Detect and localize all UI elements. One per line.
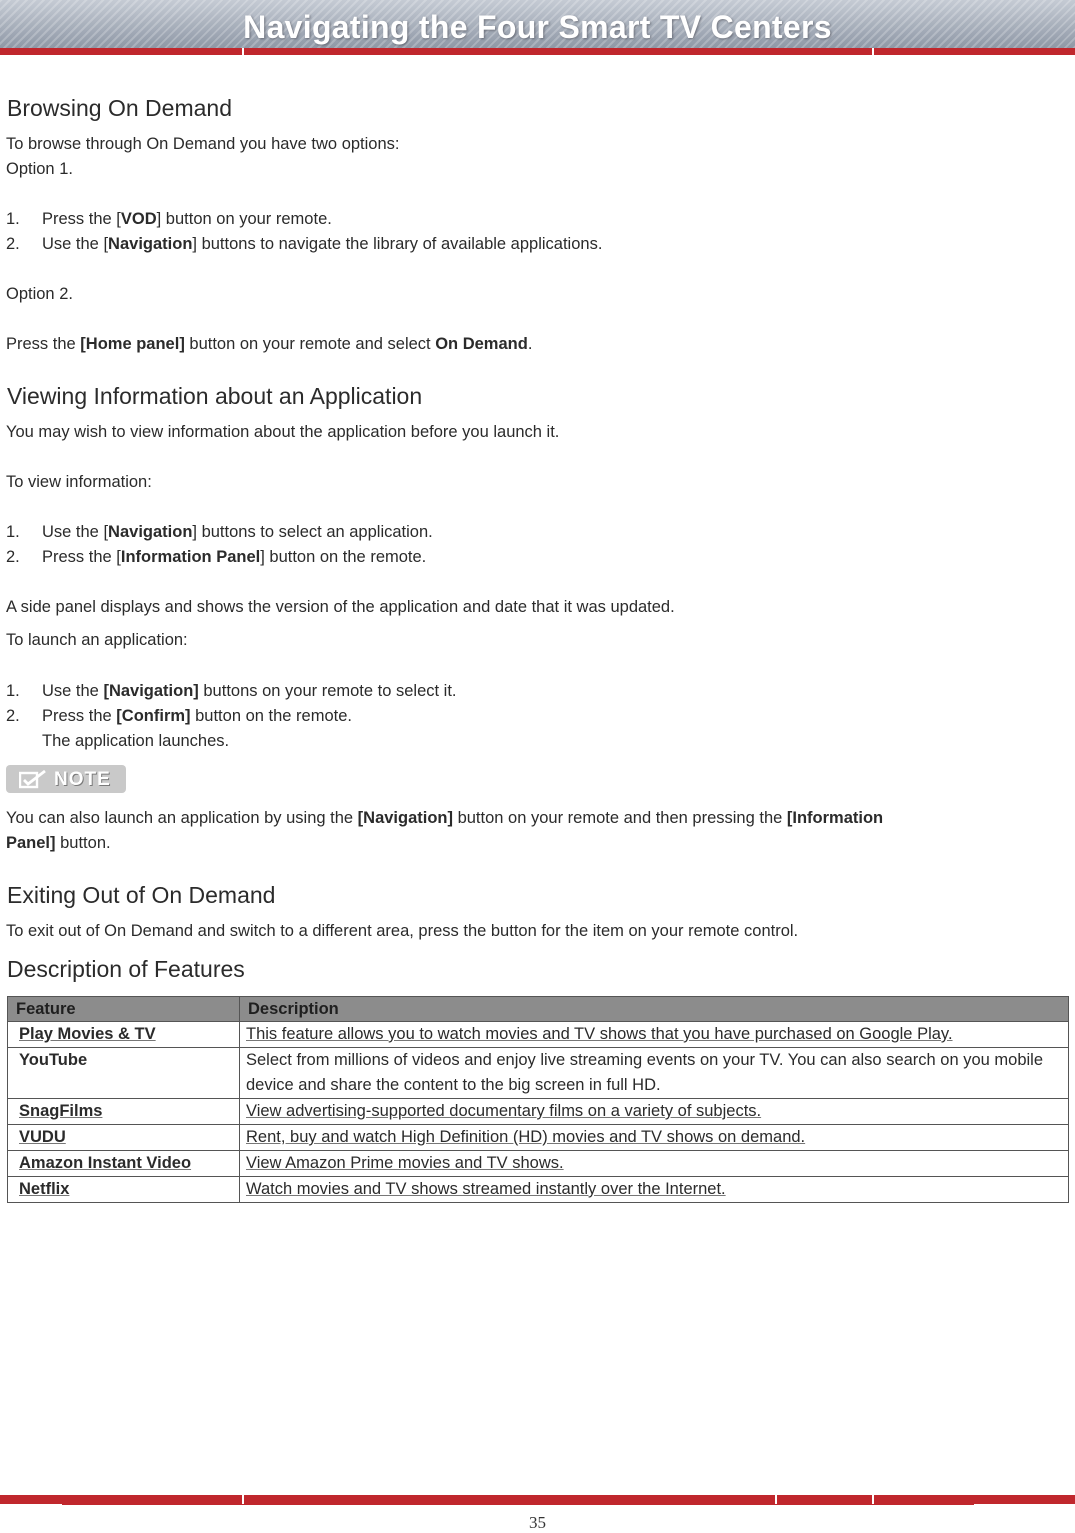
section-heading-features: Description of Features	[7, 956, 245, 982]
feature-name: Play Movies & TV	[8, 1022, 240, 1048]
step-text: Press the	[42, 707, 117, 725]
step-key: Navigation	[108, 523, 193, 541]
step-key: [Confirm]	[116, 707, 191, 725]
step-number: 2.	[6, 707, 20, 725]
header-divider-tick	[872, 48, 874, 57]
note-key: Panel]	[6, 834, 56, 852]
note-badge	[6, 765, 126, 793]
feature-name: SnagFilms	[8, 1099, 240, 1125]
header-divider-tick	[242, 48, 244, 57]
note-check-icon	[19, 770, 47, 789]
step-text: ] button on the remote.	[260, 548, 427, 566]
step-text: Use the	[42, 682, 104, 700]
feature-name: Amazon Instant Video	[8, 1151, 240, 1177]
feature-description: Rent, buy and watch High Definition (HD) movies and TV shows on demand.	[240, 1125, 1069, 1151]
page-title: Navigating the Four Smart TV Centers	[243, 9, 832, 45]
feature-description: Watch movies and TV shows streamed instantly over the Internet.	[240, 1177, 1069, 1203]
footer-divider-tick	[775, 1495, 777, 1504]
instruction-text: .	[527, 335, 533, 353]
column-header-feature: Feature	[8, 997, 240, 1022]
column-header-description: Description	[240, 997, 1069, 1022]
option-1-label: Option 1.	[6, 160, 73, 178]
browsing-step-2	[6, 234, 602, 254]
table-row	[8, 1177, 1069, 1203]
home-panel-instruction	[6, 334, 532, 354]
table-row	[8, 1022, 1069, 1048]
table-row	[8, 1151, 1069, 1177]
header-red-rule	[0, 48, 1075, 55]
section-heading-browsing: Browsing On Demand	[7, 95, 232, 121]
note-text: button.	[55, 834, 111, 852]
note-key: [Navigation]	[357, 809, 453, 827]
instruction-key: On Demand	[435, 335, 528, 353]
feature-description: View advertising-supported documentary films on a variety of subjects.	[240, 1099, 1069, 1125]
table-row	[8, 1048, 1069, 1099]
feature-description: This feature allows you to watch movies and TV shows that you have purchased on Google Play.	[240, 1022, 1069, 1048]
footer-thin-rule	[62, 1504, 974, 1505]
note-label: NOTE	[54, 769, 111, 790]
exiting-text: To exit out of On Demand and switch to a different area, press the button for the item on your remote control.	[6, 922, 799, 940]
feature-description: Select from millions of videos and enjoy live streaming events on your TV. You can also search on you mobile device and share the content to the big screen in full HD.	[240, 1048, 1069, 1099]
step-text: Press the [	[42, 210, 121, 228]
launch-result: The application launches.	[42, 732, 230, 750]
page-number: 35	[529, 1513, 546, 1532]
step-number: 1.	[6, 523, 20, 541]
step-number: 2.	[6, 548, 20, 566]
browsing-step-1	[6, 209, 332, 229]
note-text: button on your remote and then pressing the	[453, 809, 787, 827]
page-header-band	[0, 0, 1075, 48]
section-heading-viewing: Viewing Information about an Application	[7, 383, 423, 409]
viewing-step-1	[6, 522, 433, 542]
launch-step-2	[6, 706, 352, 726]
table-row	[8, 1099, 1069, 1125]
feature-name: Netflix	[8, 1177, 240, 1203]
step-text: Press the [	[42, 548, 121, 566]
note-text-line-2	[6, 833, 111, 853]
instruction-text: button on your remote and select	[184, 335, 436, 353]
viewing-step-2	[6, 547, 426, 567]
feature-description: View Amazon Prime movies and TV shows.	[240, 1151, 1069, 1177]
table-header-row	[8, 997, 1069, 1022]
launch-step-1	[6, 681, 457, 701]
note-text: You can also launch an application by using the	[6, 809, 358, 827]
step-number: 1.	[6, 682, 20, 700]
step-text: Use the [	[42, 235, 109, 253]
viewing-intro: You may wish to view information about the application before you launch it.	[6, 423, 560, 441]
step-key: [Navigation]	[103, 682, 199, 700]
footer-divider-tick	[872, 1495, 874, 1504]
step-text: buttons on your remote to select it.	[198, 682, 457, 700]
step-key: VOD	[120, 210, 157, 228]
features-table	[7, 996, 1069, 1203]
instruction-key: [Home panel]	[80, 335, 185, 353]
note-text-line-1	[6, 808, 1027, 828]
feature-name: YouTube	[8, 1048, 240, 1099]
footer-divider-tick	[242, 1495, 244, 1504]
step-text: ] button on your remote.	[156, 210, 332, 228]
step-number: 2.	[6, 235, 20, 253]
side-panel-text: A side panel displays and shows the version of the application and date that it was updated.	[6, 598, 675, 616]
step-text: Use the [	[42, 523, 109, 541]
step-key: Information Panel	[120, 548, 261, 566]
step-number: 1.	[6, 210, 20, 228]
step-text: button on the remote.	[190, 707, 352, 725]
instruction-text: Press the	[6, 335, 81, 353]
note-key: [Information	[786, 809, 884, 827]
step-text: ] buttons to select an application.	[192, 523, 433, 541]
feature-name: VUDU	[8, 1125, 240, 1151]
browsing-intro: To browse through On Demand you have two options:	[6, 135, 400, 153]
section-heading-exiting: Exiting Out of On Demand	[7, 882, 276, 908]
to-launch-label: To launch an application:	[6, 631, 188, 649]
table-row	[8, 1125, 1069, 1151]
option-2-label: Option 2.	[6, 285, 73, 303]
step-text: ] buttons to navigate the library of available applications.	[192, 235, 603, 253]
step-key: Navigation	[108, 235, 193, 253]
to-view-label: To view information:	[6, 473, 152, 491]
footer-red-rule	[0, 1495, 1075, 1504]
